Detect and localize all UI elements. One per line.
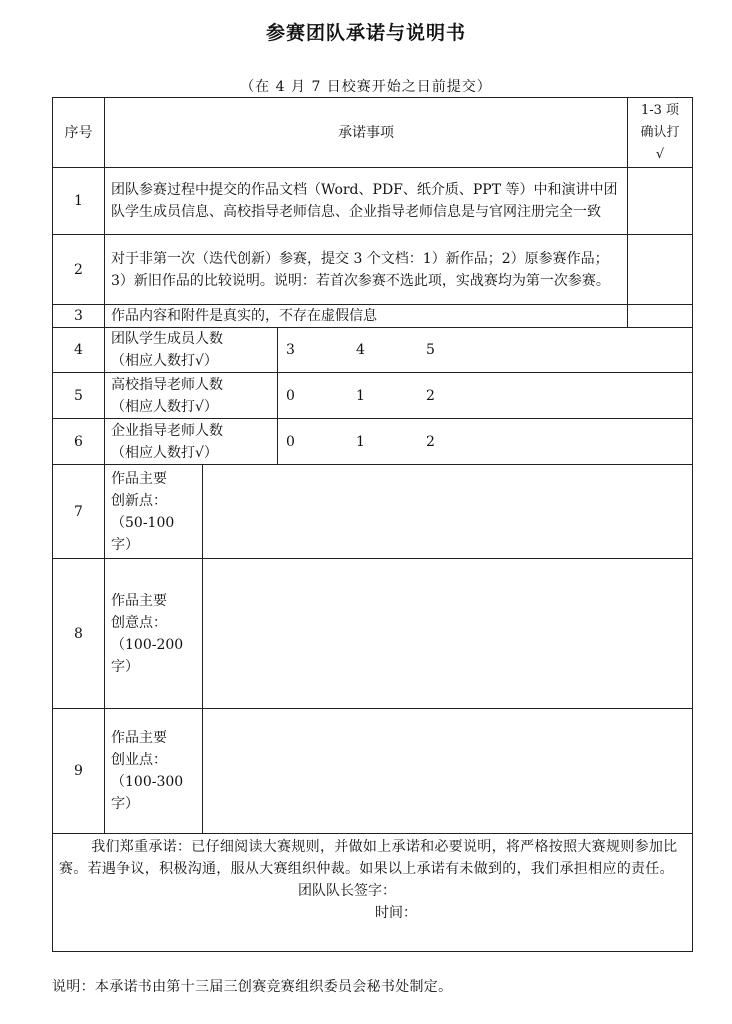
feature-input-area[interactable] [203,465,693,559]
feature-label-line4: 字） [111,536,139,553]
count-label-line2: （相应人数打√） [111,444,218,461]
count-option[interactable]: 0 [286,387,295,404]
feature-input-area[interactable] [203,709,693,834]
feature-label-line3: （50-100 [111,514,175,531]
count-options [278,373,693,419]
count-option[interactable]: 1 [356,387,365,404]
count-label-line2: （相应人数打√） [111,398,218,415]
header-item: 承诺事项 [105,98,628,168]
row-number: 2 [53,235,105,305]
row-number: 5 [53,373,105,419]
document-title: 参赛团队承诺与说明书 [265,22,466,44]
table-row [53,328,693,373]
count-option[interactable]: 2 [426,387,435,404]
commitment-text: 对于非第一次（迭代创新）参赛，提交 3 个文档：1）新作品；2）原参赛作品；3）新旧作品的比较说明。说明：若首次参赛不选此项，实战赛均为第一次参赛。 [105,235,628,305]
feature-label [105,709,203,834]
row-number: 4 [53,328,105,373]
feature-label-line4: 字） [111,658,139,675]
feature-label-line3: （100-200 [111,636,184,653]
count-label-line2: （相应人数打√） [111,353,218,369]
count-label-line1: 企业指导老师人数 [111,422,223,439]
row-number: 6 [53,419,105,465]
feature-label-line1: 作品主要 [111,592,167,609]
header-seq: 序号 [53,98,105,168]
feature-label-line2: 创新点： [111,492,167,509]
feature-label-line4: 字） [111,796,139,812]
count-options [278,419,693,465]
row-number: 9 [53,709,105,834]
table-row [53,709,693,834]
count-label-line1: 高校指导老师人数 [111,376,223,393]
table-header-row [53,98,693,168]
count-label [105,373,278,419]
row-number: 3 [53,305,105,328]
count-option[interactable]: 4 [356,342,365,358]
table-row [53,305,693,328]
confirm-check-cell[interactable] [628,235,693,305]
feature-label-line1: 作品主要 [111,730,167,746]
footnote: 说明：本承诺书由第十三届三创赛竞赛组织委员会秘书处制定。 [52,979,453,995]
feature-label-line1: 作品主要 [111,470,167,487]
row-number: 7 [53,465,105,559]
count-option[interactable]: 3 [286,342,295,358]
feature-input-area[interactable] [203,559,693,709]
header-confirm-line3: √ [655,146,665,162]
count-label-line1: 团队学生成员人数 [111,331,223,347]
count-option[interactable]: 0 [286,433,295,450]
count-option[interactable]: 1 [356,433,365,450]
feature-label [105,465,203,559]
count-option[interactable]: 5 [426,342,435,358]
table-row [53,373,693,419]
row-number: 1 [53,168,105,235]
confirm-check-cell[interactable] [628,168,693,235]
feature-label-line2: 创业点： [111,752,167,768]
table-row [53,419,693,465]
count-options [278,328,693,373]
count-label [105,328,278,373]
feature-label-line2: 创意点： [111,614,167,631]
count-option[interactable]: 2 [426,433,435,450]
feature-label [105,559,203,709]
feature-label-line3: （100-300 [111,774,184,790]
row-number: 8 [53,559,105,709]
submission-note: （在 4 月 7 日校赛开始之日前提交） [240,79,492,95]
header-confirm-line2: 确认打 [640,124,680,140]
table-row [53,465,693,559]
table-row [53,559,693,709]
header-confirm-line1: 1-3 项 [640,102,680,118]
pledge-row [53,834,693,952]
time-label: 时间： [375,905,417,921]
commitment-text: 团队参赛过程中提交的作品文档（Word、PDF、纸介质、PPT 等）中和演讲中团队学生成员信息、高校指导老师信息、企业指导老师信息是与官网注册完全一致 [105,168,628,235]
count-label [105,419,278,465]
confirm-check-cell[interactable] [628,305,693,328]
pledge-text: 我们郑重承诺：已仔细阅读大赛规则，并做如上承诺和必要说明，将严格按照大赛规则参加比赛。若遇争议，积极沟通，服从大赛组织仲裁。如果以上承诺有未做到的，我们承担相应的责任。 [59,839,678,877]
commitment-text: 作品内容和附件是真实的，不存在虚假信息 [105,305,628,328]
table-row [53,235,693,305]
header-confirm [628,98,693,168]
pledge-cell [53,834,693,952]
table-row [53,168,693,235]
signature-label: 团队队长签字： [298,883,396,899]
commitment-table [52,97,693,952]
